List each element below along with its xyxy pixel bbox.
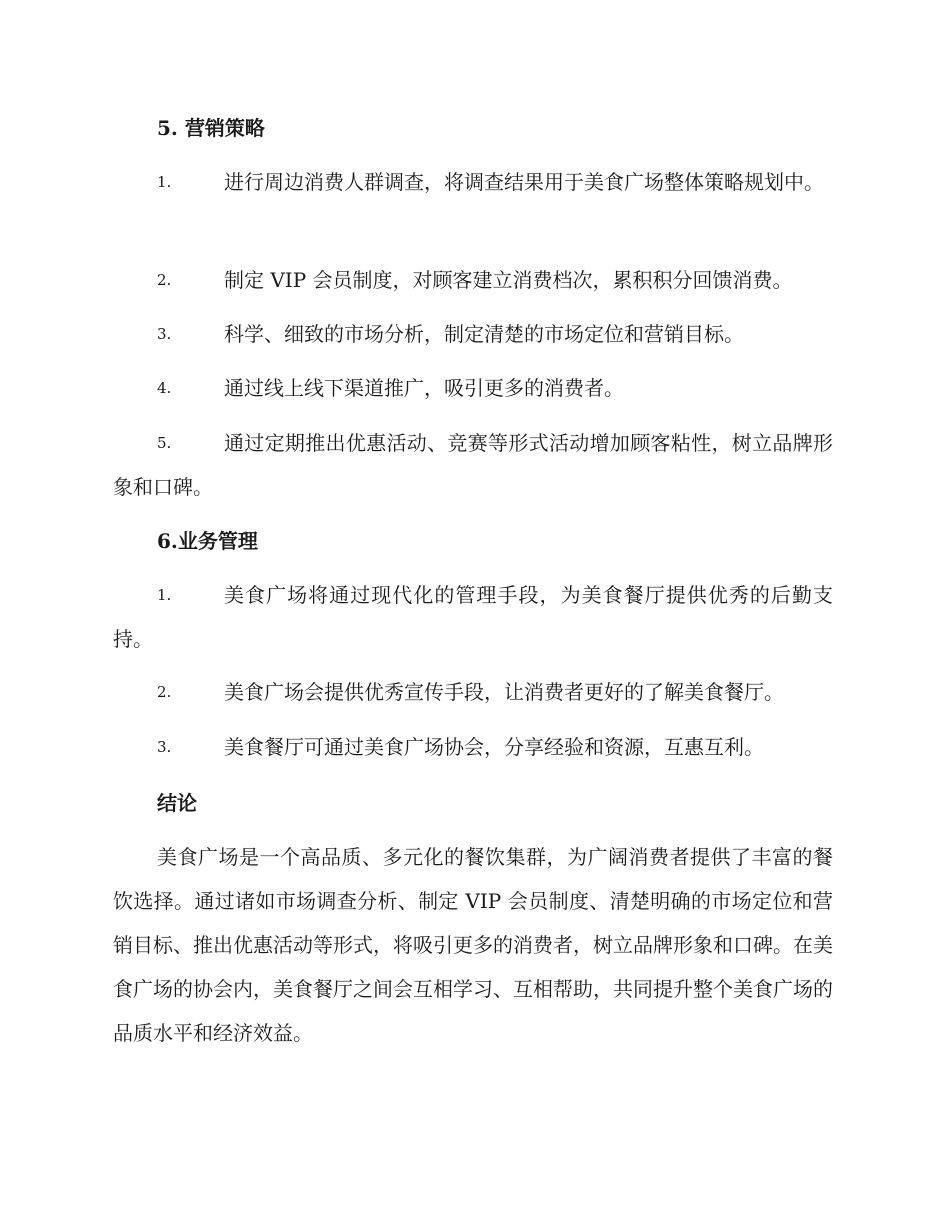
list-number: 4. — [157, 379, 172, 397]
list-item — [113, 421, 833, 509]
list-item-text: 通过定期推出优惠活动、竞赛等形式活动增加顾客粘性，树立品牌形象和口碑。 — [113, 431, 833, 499]
list-number: 3. — [157, 325, 172, 343]
list-item — [113, 366, 833, 410]
list-number: 2. — [157, 683, 172, 701]
list-item — [113, 725, 833, 769]
list-item — [113, 258, 833, 302]
list-item-text: 美食广场将通过现代化的管理手段，为美食餐厅提供优秀的后勤支持。 — [113, 583, 833, 651]
list-number: 2. — [157, 271, 172, 289]
list-item-text: 美食广场会提供优秀宣传手段，让消费者更好的了解美食餐厅。 — [224, 680, 784, 704]
list-number: 1. — [157, 586, 172, 604]
list-number: 1. — [157, 173, 172, 191]
list-item-text: 科学、细致的市场分析，制定清楚的市场定位和营销目标。 — [224, 322, 744, 346]
list-item — [113, 160, 833, 204]
list-item — [113, 670, 833, 714]
list-item — [113, 573, 833, 661]
list-item-text: 进行周边消费人群调查，将调查结果用于美食广场整体策略规划中。 — [224, 170, 824, 194]
list-number: 5. — [157, 434, 172, 452]
list-number: 3. — [157, 738, 172, 756]
conclusion-heading: 结论 — [157, 791, 197, 815]
list-item-text: 美食餐厅可通过美食广场协会，分享经验和资源，互惠互利。 — [224, 735, 764, 759]
section-heading-marketing: 5. 营销策略 — [157, 116, 265, 140]
section-heading-business: 6.业务管理 — [157, 529, 258, 553]
list-item — [113, 312, 833, 356]
list-item-text: 通过线上线下渠道推广，吸引更多的消费者。 — [224, 376, 624, 400]
list-item-text: 制定 VIP 会员制度，对顾客建立消费档次，累积积分回馈消费。 — [224, 268, 793, 292]
conclusion-paragraph: 美食广场是一个高品质、多元化的餐饮集群，为广阔消费者提供了丰富的餐饮选择。通过诸如市场调查分析、制定 VIP 会员制度、清楚明确的市场定位和营销目标、推出优惠活动等形式，将吸引更多的消费者，树立品牌形象和口碑。在美食广场的协会内，美食餐厅之间会互相学习、互相帮助，共同提升整个美食广场的品质水平和经济效益。 — [113, 845, 833, 1045]
